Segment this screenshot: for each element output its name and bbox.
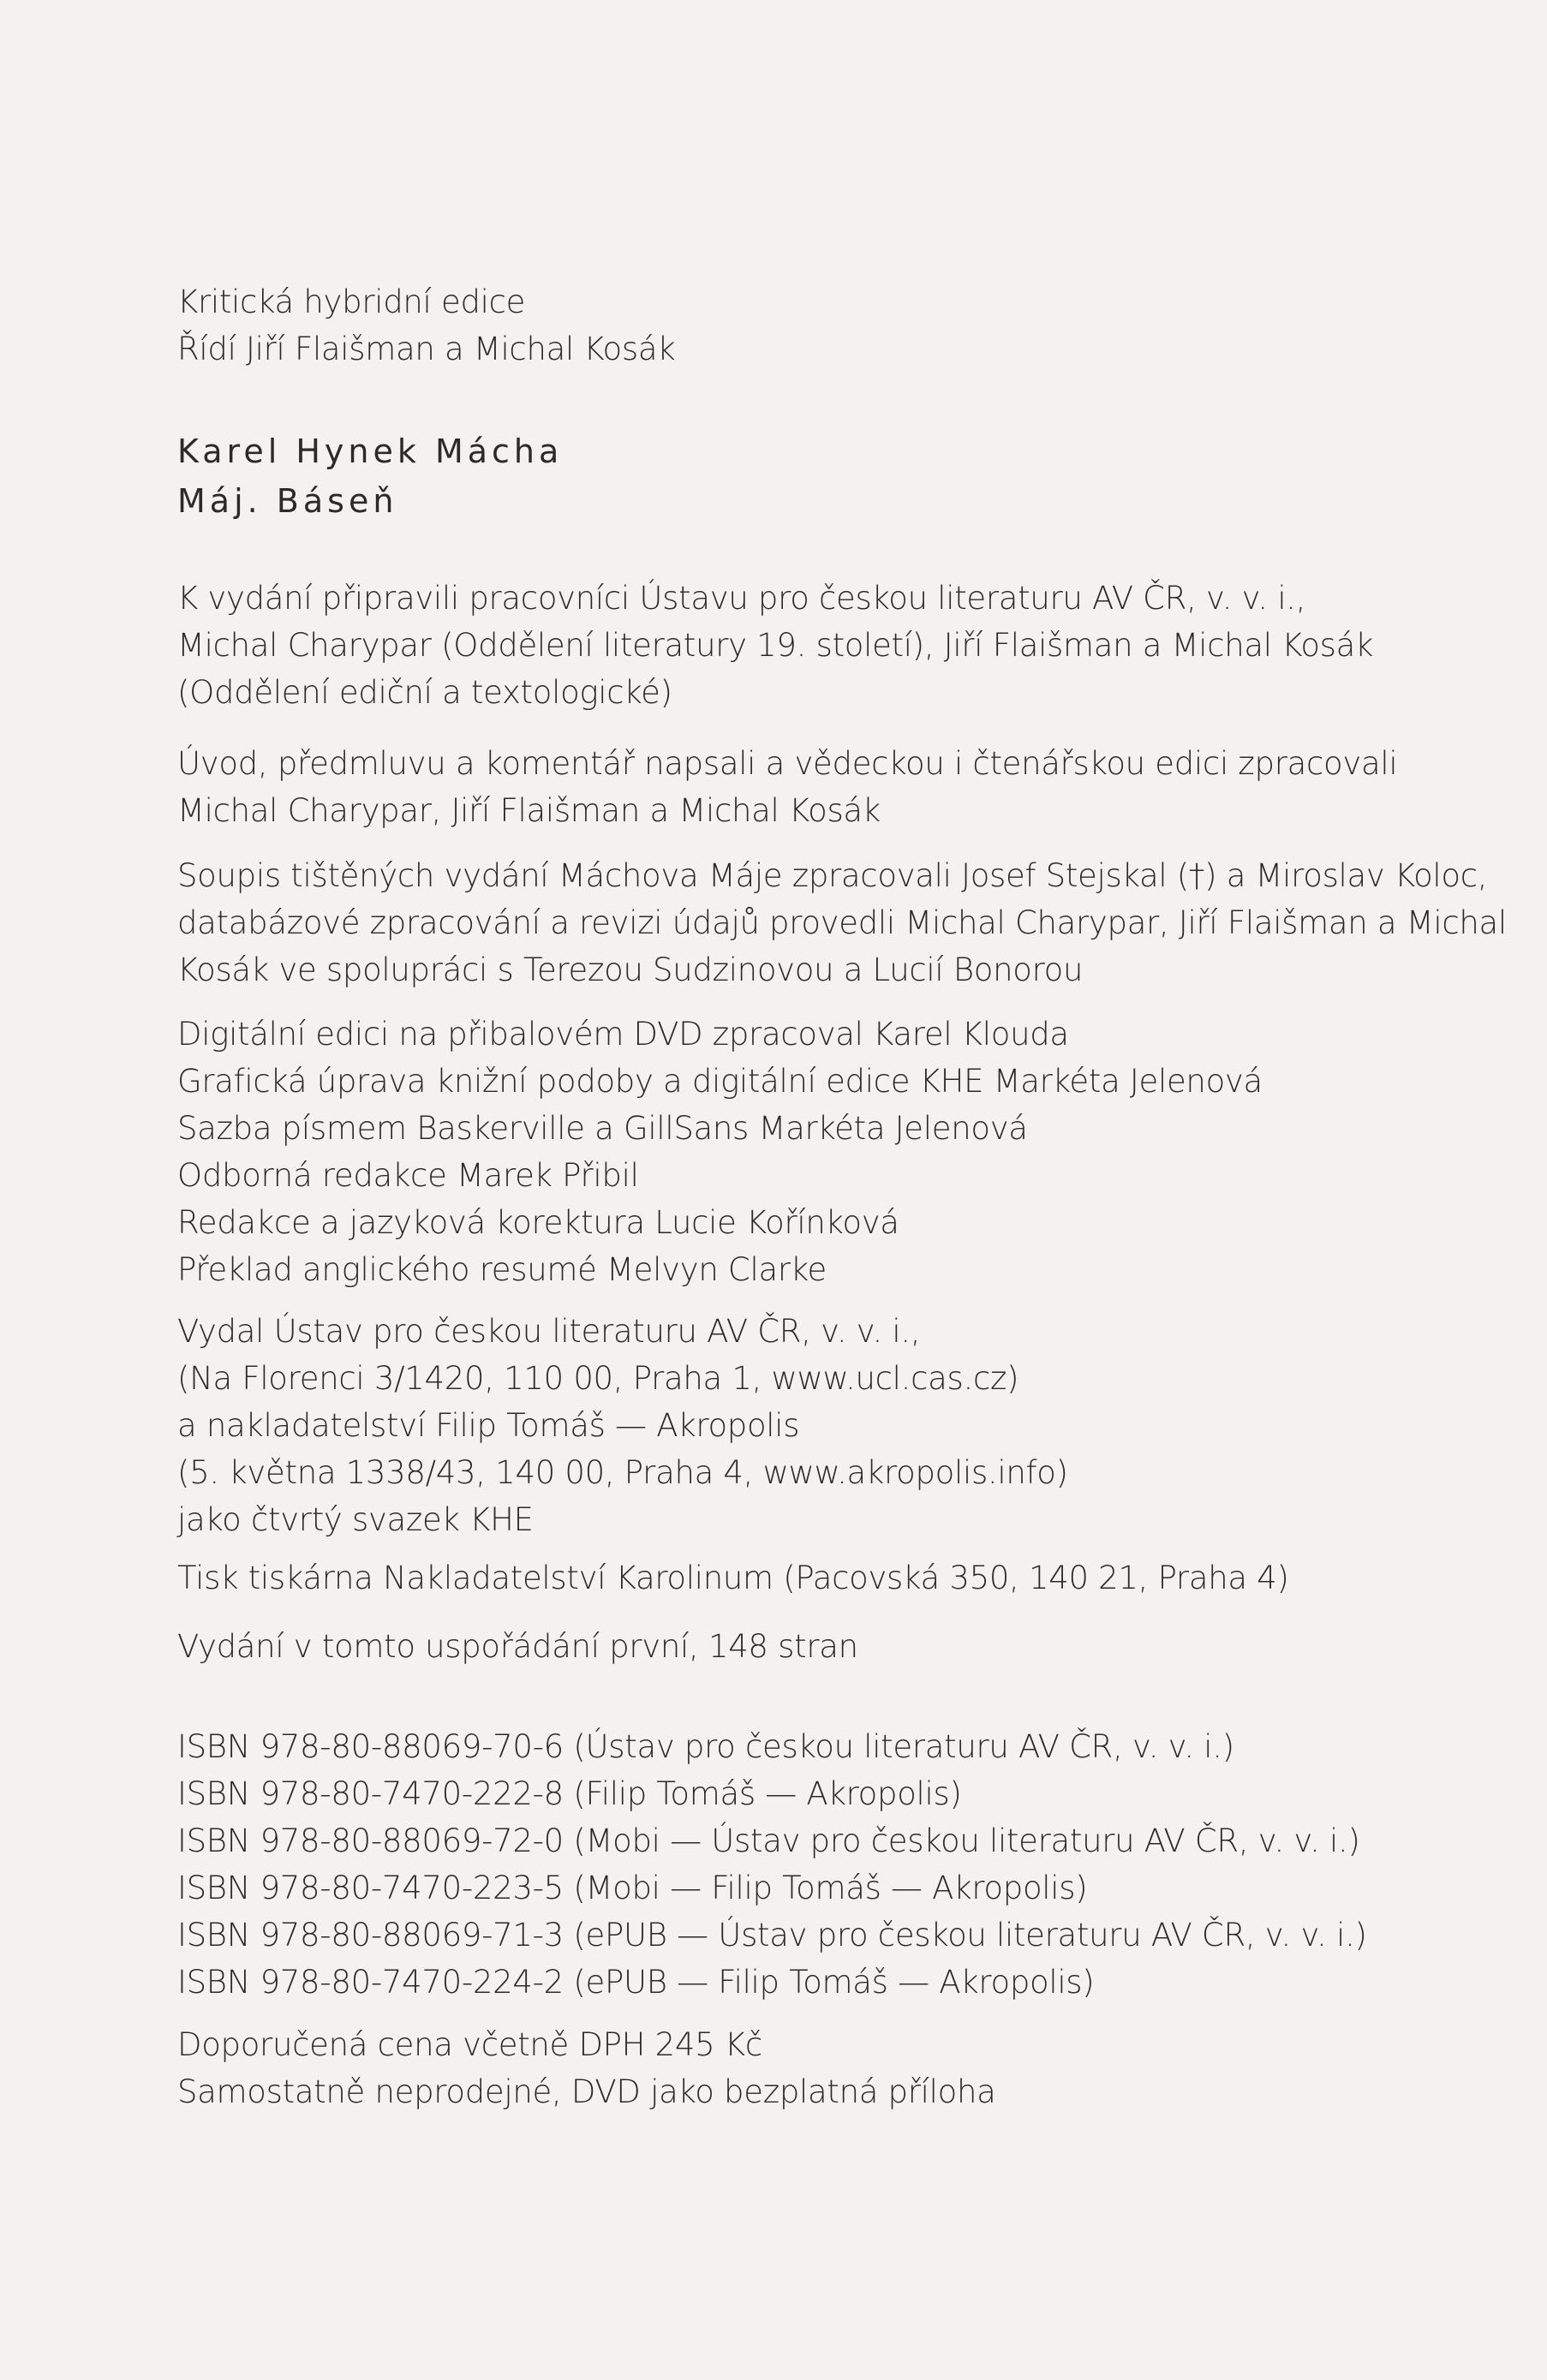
isbn-line: ISBN 978-80-7470-224-2 (ePUB — Filip Tomáš — Akropolis): [177, 1964, 1095, 2001]
bibliography-line: Soupis tištěných vydání Máchova Máje zpracovali Josef Stejskal (†) a Miroslav Koloc,: [177, 857, 1488, 894]
bibliography-paragraph: [177, 852, 1507, 993]
price-info: [177, 2021, 1394, 2115]
preparers-line: Michal Charypar (Oddělení literatury 19. století), Jiří Flaišman a Michal Kosák: [177, 627, 1374, 664]
preparers-line: K vydání připravili pracovníci Ústavu pro českou literaturu AV ČR, v. v. i.,: [177, 580, 1306, 617]
author-name: Karel Hynek Mácha: [177, 432, 564, 470]
isbn-line: ISBN 978-80-7470-223-5 (Mobi — Filip Tomáš — Akropolis): [177, 1870, 1088, 1906]
publisher-line: Vydal Ústav pro českou literaturu AV ČR, v. v. i.,: [177, 1313, 921, 1350]
intro-line: Michal Charypar, Jiří Flaišman a Michal Kosák: [177, 792, 881, 829]
credit-line: Odborná redakce Marek Přibil: [177, 1157, 639, 1194]
work-heading: [177, 426, 1394, 526]
printer-info: [177, 1554, 1394, 1602]
series-info: [177, 278, 1394, 373]
edition-line: Vydání v tomto uspořádání první, 148 stran: [177, 1628, 858, 1665]
isbn-line: ISBN 978-80-7470-222-8 (Filip Tomáš — Akropolis): [177, 1775, 962, 1812]
availability-line: Samostatně neprodejné, DVD jako bezplatná příloha: [177, 2073, 996, 2110]
publisher-info: [177, 1308, 1394, 1543]
price-line: Doporučená cena včetně DPH 245 Kč: [177, 2026, 762, 2063]
bibliography-line: databázové zpracování a revizi údajů provedli Michal Charypar, Jiří Flaišman a Michal: [177, 904, 1507, 941]
credit-line: Digitální edici na přibalovém DVD zpracoval Karel Klouda: [177, 1016, 1069, 1053]
isbn-list: [177, 1723, 1394, 2006]
credit-line: Redakce a jazyková korektura Lucie Kořínková: [177, 1204, 899, 1241]
series-name: Kritická hybridní edice: [177, 283, 526, 320]
publisher-line: (Na Florenci 3/1420, 110 00, Praha 1, www.ucl.cas.cz): [177, 1360, 1019, 1397]
publisher-line: jako čtvrtý svazek KHE: [177, 1501, 534, 1538]
isbn-line: ISBN 978-80-88069-72-0 (Mobi — Ústav pro českou literaturu AV ČR, v. v. i.): [177, 1822, 1360, 1859]
isbn-line: ISBN 978-80-88069-70-6 (Ústav pro českou literaturu AV ČR, v. v. i.): [177, 1728, 1234, 1765]
credit-line: Grafická úprava knižní podoby a digitální edice KHE Markéta Jelenová: [177, 1063, 1263, 1100]
isbn-line: ISBN 978-80-88069-71-3 (ePUB — Ústav pro českou literaturu AV ČR, v. v. i.): [177, 1917, 1367, 1954]
printer-line: Tisk tiskárna Nakladatelství Karolinum (Pacovská 350, 140 21, Praha 4): [177, 1560, 1289, 1596]
publisher-line: (5. května 1338/43, 140 00, Praha 4, www.akropolis.info): [177, 1454, 1068, 1491]
intro-paragraph: [177, 740, 1398, 834]
bibliography-line: Kosák ve spolupráci s Terezou Sudzinovou a Lucií Bonorou: [177, 951, 1084, 988]
publisher-line: a nakladatelství Filip Tomáš — Akropolis: [177, 1407, 800, 1444]
credit-line: Překlad anglického resumé Melvyn Clarke: [177, 1251, 827, 1288]
credit-line: Sazba písmem Baskerville a GillSans Markéta Jelenová: [177, 1110, 1028, 1147]
intro-line: Úvod, předmluvu a komentář napsali a vědeckou i čtenářskou edici zpracovali: [177, 745, 1398, 782]
edition-info: [177, 1623, 1394, 1670]
preparers-paragraph: [177, 575, 1394, 716]
series-editors: Řídí Jiří Flaišman a Michal Kosák: [177, 331, 676, 367]
preparers-line: (Oddělení ediční a textologické): [177, 674, 672, 711]
credits-list: [177, 1011, 1394, 1293]
work-title: Máj. Báseň: [177, 482, 398, 520]
